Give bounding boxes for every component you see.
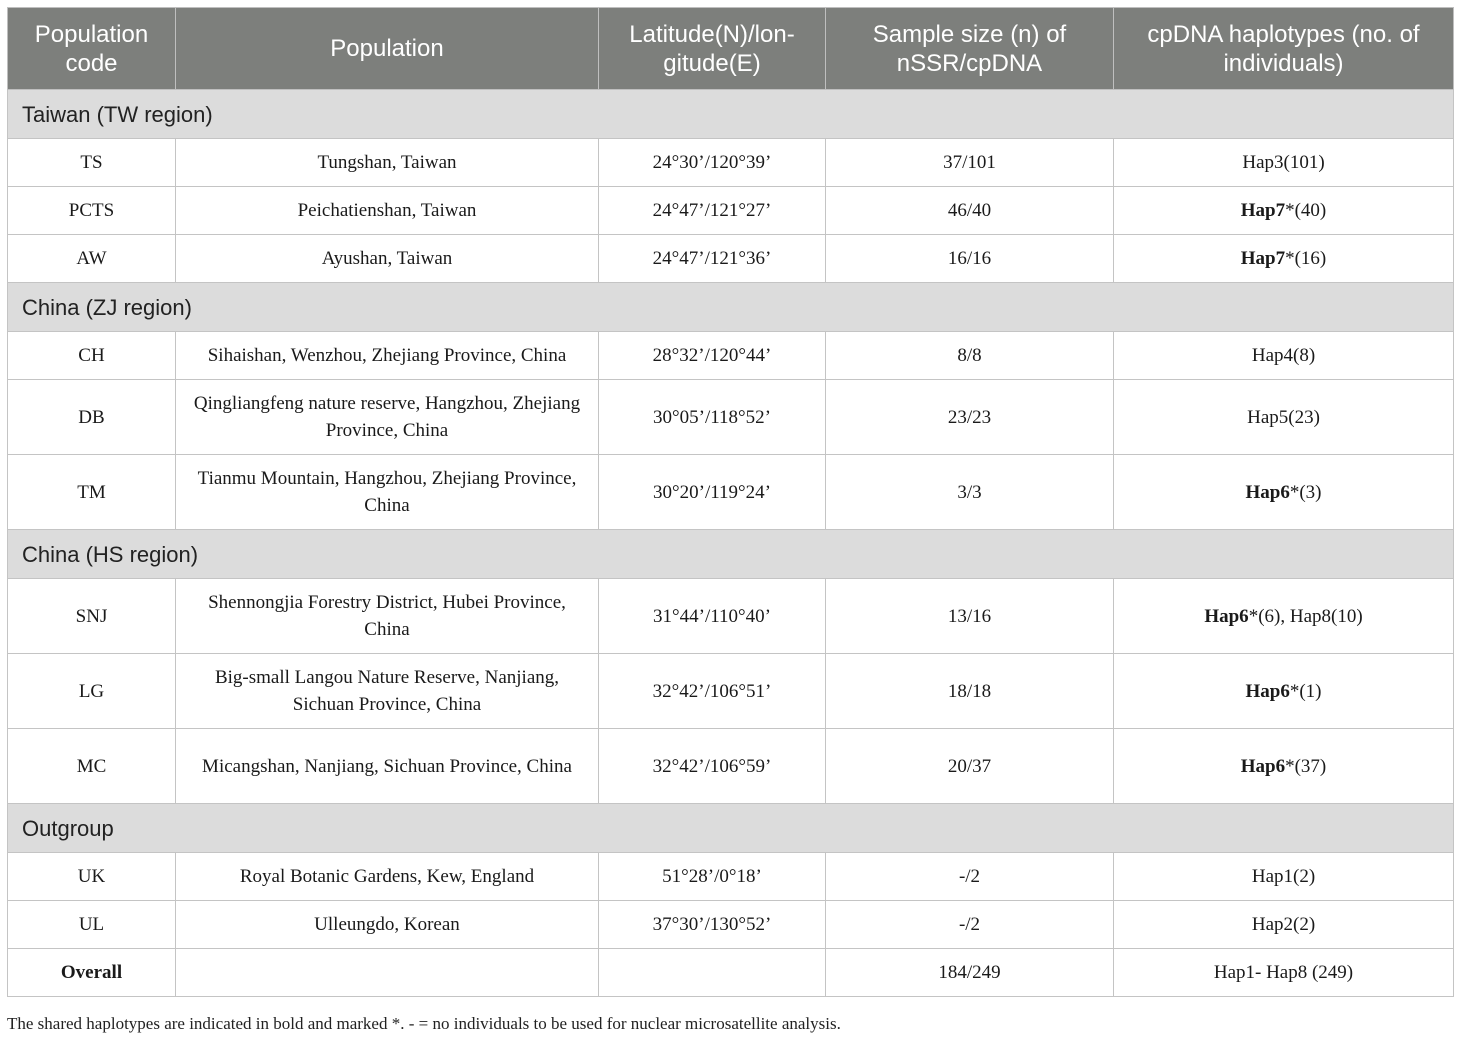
sample-size: 3/3 [826,455,1114,530]
haplotypes [1114,853,1454,901]
header-row [8,8,1454,90]
population-code: MC [8,729,176,804]
coordinates: 51°28’/0°18’ [599,853,826,901]
overall-label: Overall [8,949,176,997]
coordinates: 24°47’/121°27’ [599,187,826,235]
population-code: CH [8,332,176,380]
coordinates: 32°42’/106°51’ [599,654,826,729]
overall-row [8,949,1454,997]
shared-haplotype: Hap6 [1204,605,1249,627]
haplotype-detail: *(3) [1289,481,1322,503]
haplotype-detail: *(6), Hap8(10) [1248,605,1363,627]
table-row [8,901,1454,949]
population-code: AW [8,235,176,283]
section-row-hs [8,530,1454,579]
table-row [8,187,1454,235]
coordinates: 31°44’/110°40’ [599,579,826,654]
population-code: DB [8,380,176,455]
population-name: Tungshan, Taiwan [176,139,599,187]
shared-haplotype: Hap6 [1245,680,1290,702]
sample-size: 37/101 [826,139,1114,187]
coordinates: 28°32’/120°44’ [599,332,826,380]
sample-size: 13/16 [826,579,1114,654]
haplotypes [1114,654,1454,729]
coordinates: 24°30’/120°39’ [599,139,826,187]
table-row [8,235,1454,283]
population-code: UL [8,901,176,949]
population-code: SNJ [8,579,176,654]
population-name: Qingliangfeng nature reserve, Hangzhou, Zhejiang Province, China [176,380,599,455]
haplotypes [1114,187,1454,235]
sample-size: -/2 [826,901,1114,949]
table-row [8,853,1454,901]
header-sample-size: Sample size (n) of nSSR/cpDNA [826,8,1114,90]
population-name: Micangshan, Nanjiang, Sichuan Province, China [176,729,599,804]
sample-size: -/2 [826,853,1114,901]
haplotypes [1114,139,1454,187]
section-title: China (ZJ region) [8,283,1454,332]
population-name: Ulleungdo, Korean [176,901,599,949]
haplotype-detail: *(37) [1285,755,1327,777]
coordinates: 30°20’/119°24’ [599,455,826,530]
table-row [8,579,1454,654]
population-name: Ayushan, Taiwan [176,235,599,283]
haplotypes [1114,455,1454,530]
header-coordinates: Latitude(N)/lon-gitude(E) [599,8,826,90]
haplotype-detail: Hap5(23) [1247,406,1320,428]
haplotype-detail: Hap2(2) [1251,914,1316,935]
haplotypes [1114,901,1454,949]
haplotype-detail: *(16) [1285,248,1327,269]
sample-size: 23/23 [826,380,1114,455]
sample-size: 20/37 [826,729,1114,804]
table-row [8,455,1454,530]
table-row [8,139,1454,187]
haplotypes [1114,579,1454,654]
coordinates: 37°30’/130°52’ [599,901,826,949]
shared-haplotype: Hap7 [1240,248,1286,269]
table-footnote: The shared haplotypes are indicated in bold and marked *. - = no individuals to be used for nuclear microsatellite analysis. [7,1014,841,1033]
population-name: Big-small Langou Nature Reserve, Nanjiang, Sichuan Province, China [176,654,599,729]
population-code: TM [8,455,176,530]
haplotype-detail: Hap4(8) [1251,345,1316,366]
haplotype-detail: Hap3(101) [1242,152,1325,173]
table-row [8,380,1454,455]
population-name: Tianmu Mountain, Hangzhou, Zhejiang Province, China [176,455,599,530]
population-code: LG [8,654,176,729]
overall-sample-size: 184/249 [826,949,1114,997]
population-code: UK [8,853,176,901]
header-population-code: Population code [8,8,176,90]
population-code: PCTS [8,187,176,235]
population-code: TS [8,139,176,187]
table-row [8,729,1454,804]
table-row [8,332,1454,380]
header-haplotypes: cpDNA haplotypes (no. of individuals) [1114,8,1454,90]
population-name: Peichatienshan, Taiwan [176,187,599,235]
population-name: Royal Botanic Gardens, Kew, England [176,853,599,901]
header-population: Population [176,8,599,90]
section-row-taiwan [8,90,1454,139]
sample-size: 46/40 [826,187,1114,235]
sample-size: 16/16 [826,235,1114,283]
section-row-outgroup [8,804,1454,853]
shared-haplotype: Hap6 [1240,755,1286,777]
section-title: China (HS region) [8,530,1454,579]
haplotype-detail: Hap1(2) [1251,866,1316,887]
table-row [8,654,1454,729]
coordinates: 30°05’/118°52’ [599,380,826,455]
haplotype-detail: *(40) [1285,200,1327,221]
haplotypes [1114,380,1454,455]
section-title: Outgroup [8,804,1454,853]
overall-coords-empty [599,949,826,997]
haplotypes [1114,729,1454,804]
shared-haplotype: Hap7 [1240,200,1286,221]
population-name: Shennongjia Forestry District, Hubei Province, China [176,579,599,654]
sample-size: 8/8 [826,332,1114,380]
section-title: Taiwan (TW region) [8,90,1454,139]
sample-size: 18/18 [826,654,1114,729]
overall-population-empty [176,949,599,997]
shared-haplotype: Hap6 [1245,481,1290,503]
population-table [7,7,1454,997]
haplotypes [1114,235,1454,283]
coordinates: 24°47’/121°36’ [599,235,826,283]
population-name: Sihaishan, Wenzhou, Zhejiang Province, China [176,332,599,380]
overall-haplotypes: Hap1- Hap8 (249) [1114,949,1454,997]
section-row-zj [8,283,1454,332]
coordinates: 32°42’/106°59’ [599,729,826,804]
haplotypes [1114,332,1454,380]
haplotype-detail: *(1) [1289,680,1322,702]
